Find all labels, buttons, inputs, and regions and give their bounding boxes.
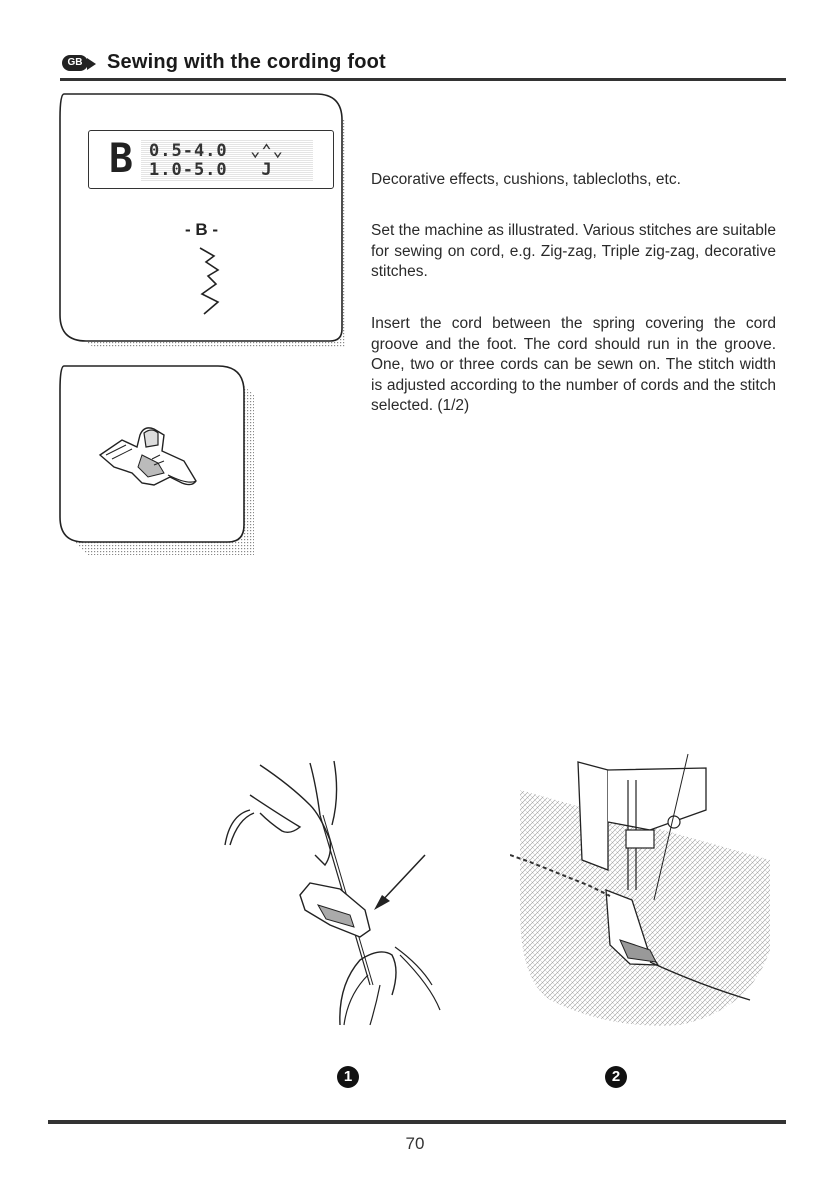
figure-number-badge: 2 <box>605 1066 627 1088</box>
lcd-display <box>88 130 334 189</box>
badge-arrow-icon <box>87 58 96 70</box>
gb-language-badge: GB <box>62 55 88 71</box>
lcd-length-range: 1.0-5.0 J <box>149 160 273 180</box>
setup-paragraph: Set the machine as illustrated. Various stitches are suitable for sewing on cord, e.g. Zig-zag, Triple zig-zag, decorative stitches. <box>371 222 776 280</box>
intro-paragraph: Decorative effects, cushions, tablecloths, etc. <box>371 171 681 188</box>
page-title: Sewing with the cording foot <box>107 51 386 73</box>
cording-foot-icon <box>92 415 212 500</box>
cord-insertion-illustration <box>220 755 500 1055</box>
page-header <box>60 50 786 78</box>
machine-sewing-illustration <box>510 750 780 1040</box>
figure-number-badge: 1 <box>337 1066 359 1088</box>
header-divider <box>60 78 786 81</box>
page-number: 70 <box>405 1134 425 1153</box>
instructions-paragraph: Insert the cord between the spring covering the cord groove and the foot. The cord should run in the groove. One, two or three cords can be sewn on. The stitch width is adjusted according to the number of cords and the stitch selected. (1/2) <box>371 315 776 414</box>
stitch-mode-label: - B - <box>185 220 219 239</box>
lcd-program-letter: B <box>109 136 134 182</box>
lcd-width-range: 0.5-4.0 ⌄⌃⌄ <box>149 141 284 161</box>
zigzag-stitch-icon <box>196 244 230 320</box>
footer-divider <box>48 1120 786 1124</box>
